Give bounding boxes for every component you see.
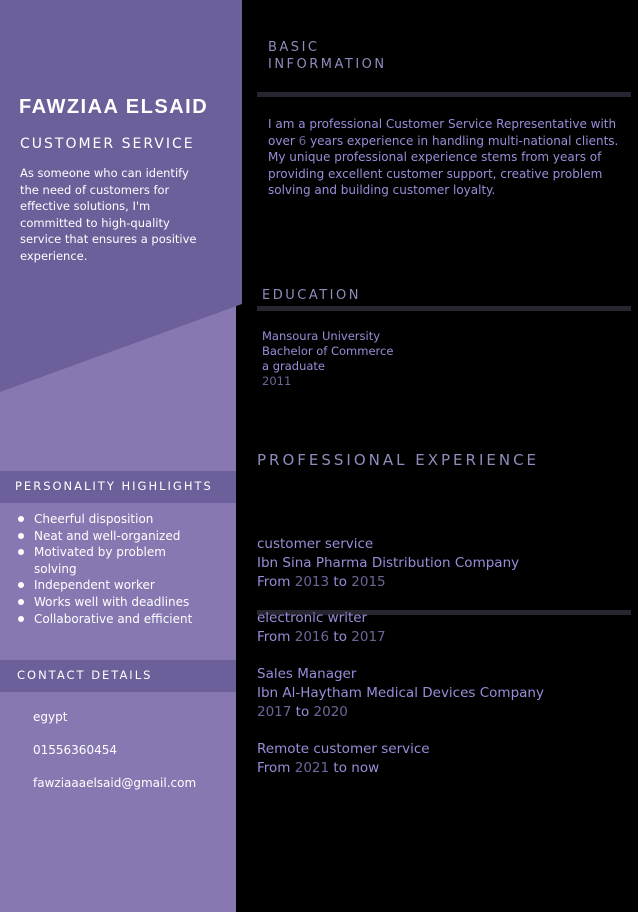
highlights-heading: PERSONALITY HIGHLIGHTS bbox=[15, 479, 213, 493]
education-rule bbox=[257, 306, 631, 311]
profile-name: FAWZIAA ELSAID bbox=[19, 96, 209, 118]
job-entry bbox=[257, 665, 544, 722]
education-school: Mansoura University bbox=[262, 329, 381, 343]
list-item: Collaborative and efficient bbox=[34, 611, 204, 628]
job-dates: From 2016 to 2017 bbox=[257, 629, 386, 645]
job-company: Ibn Al-Haytham Medical Devices Company bbox=[257, 685, 544, 701]
profile-title: CUSTOMER SERVICE bbox=[20, 136, 195, 152]
education-degree: Bachelor of Commerce bbox=[262, 344, 394, 358]
contact-phone: 01556360454 bbox=[33, 743, 117, 757]
highlights-list bbox=[34, 511, 204, 627]
contact-email: fawziaaaelsaid@gmail.com bbox=[33, 776, 197, 790]
job-dates: From 2021 to now bbox=[257, 760, 380, 776]
basic-info-text: I am a professional Customer Service Representative with over 6 years experience in handling multi-national clients. My unique professional experience stems from years of providing excellent customer support, creative problem solving and building customer loyalty. bbox=[268, 117, 619, 198]
education-year: 2011 bbox=[262, 374, 292, 388]
job-title: customer service bbox=[257, 536, 374, 552]
list-item: Cheerful disposition bbox=[34, 511, 204, 528]
years-count: 6 bbox=[298, 133, 307, 148]
contact-heading: CONTACT DETAILS bbox=[17, 668, 153, 682]
job-dates: 2017 to 2020 bbox=[257, 704, 348, 720]
list-item: Works well with deadlines bbox=[34, 594, 204, 611]
basic-info-heading-line1: BASIC bbox=[268, 40, 320, 55]
basic-info-heading-line2: INFORMATION bbox=[268, 57, 387, 72]
job-title: Sales Manager bbox=[257, 666, 357, 682]
basic-info-heading bbox=[268, 39, 387, 73]
job-entry bbox=[257, 535, 519, 592]
job-dates: From 2013 to 2015 bbox=[257, 574, 386, 590]
list-item: Motivated by problem solving bbox=[34, 544, 204, 577]
job-company: Ibn Sina Pharma Distribution Company bbox=[257, 555, 520, 571]
contact-location: egypt bbox=[33, 710, 68, 724]
job-entry bbox=[257, 609, 386, 647]
job-title: Remote customer service bbox=[257, 741, 430, 757]
education-entry bbox=[262, 329, 393, 389]
job-title: electronic writer bbox=[257, 610, 368, 626]
experience-heading: PROFESSIONAL EXPERIENCE bbox=[257, 451, 540, 469]
education-heading: EDUCATION bbox=[262, 288, 361, 303]
basic-info-rule bbox=[257, 92, 631, 97]
list-item: Neat and well-organized bbox=[34, 528, 204, 545]
list-item: Independent worker bbox=[34, 577, 204, 594]
profile-summary: As someone who can identify the need of customers for effective solutions, I'm committed to high-quality service that ensures a positive experience. bbox=[20, 166, 197, 263]
job-entry bbox=[257, 740, 430, 778]
education-status: a graduate bbox=[262, 359, 325, 373]
